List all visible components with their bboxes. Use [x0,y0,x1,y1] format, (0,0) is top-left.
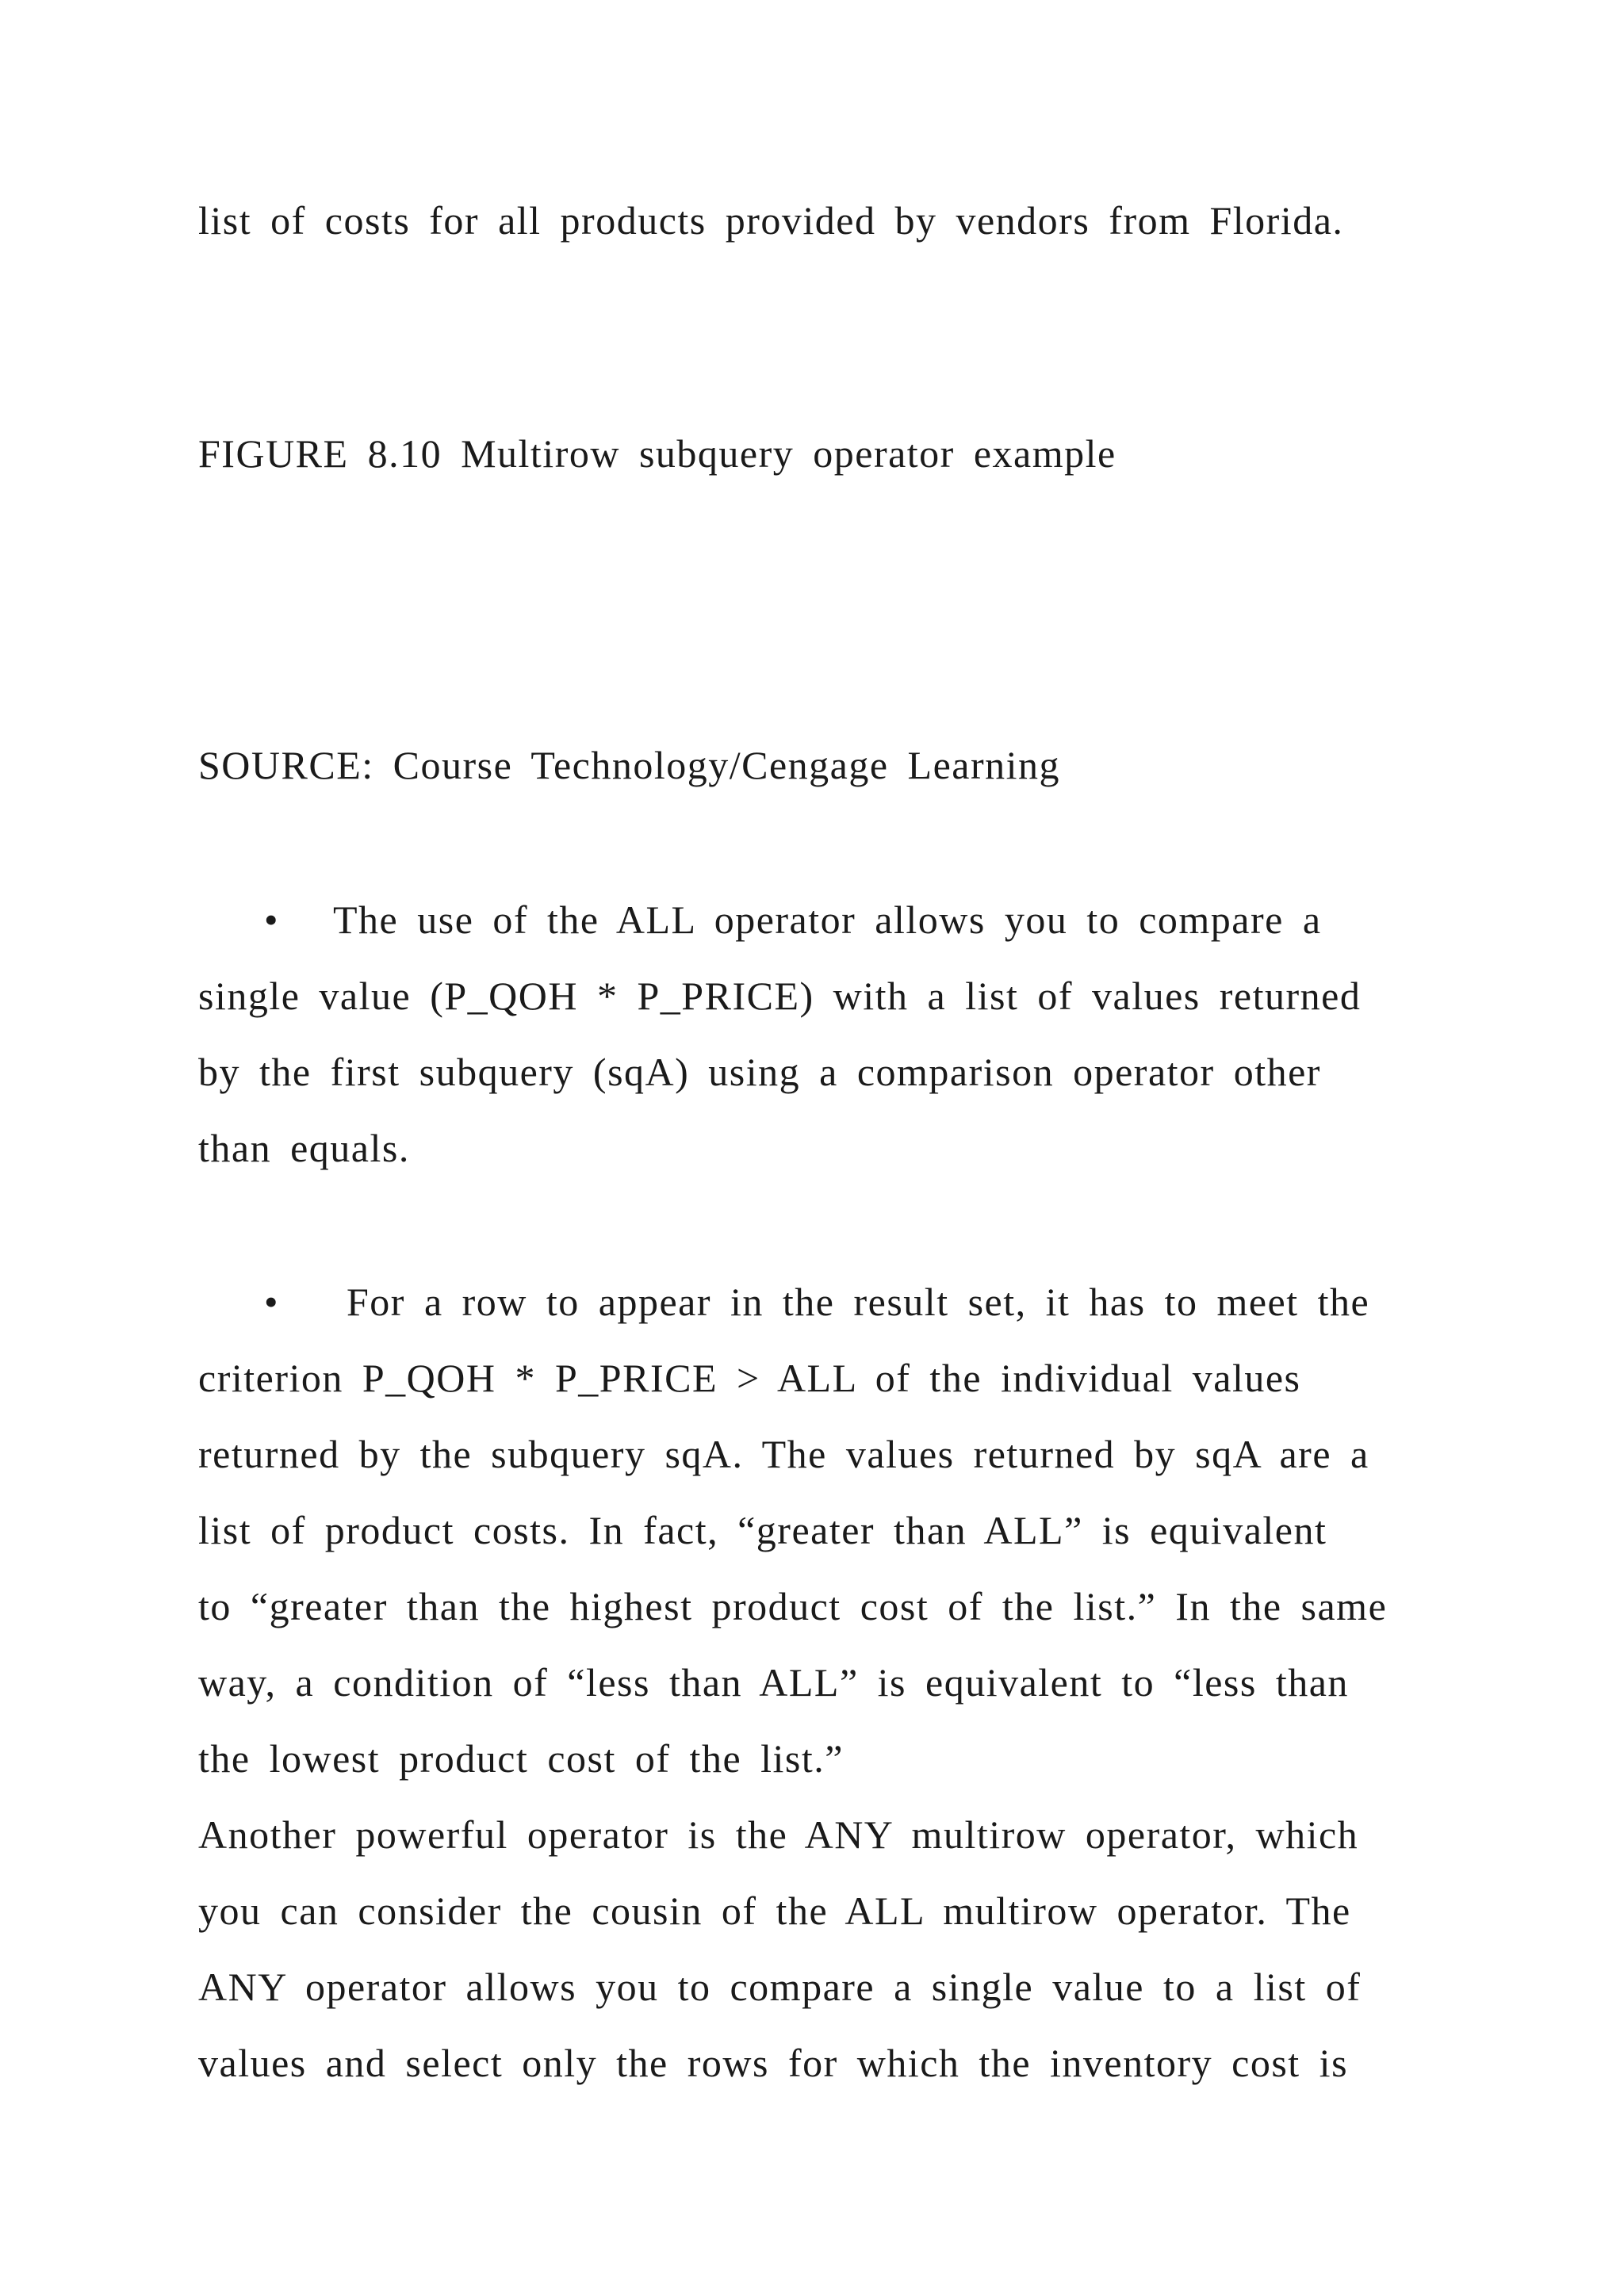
bullet-line: For a row to appear in the result set, it has to meet the [347,1280,1370,1324]
intro-line: list of costs for all products provided by vendors from Florida. [198,198,1344,243]
bullet-icon: • [264,897,278,942]
paragraph-line: ANY operator allows you to compare a single value to a list of [198,1965,1362,2009]
bullet-line: to “greater than the highest product cost of the list.” In the same [198,1584,1388,1628]
bullet-icon: • [264,1280,278,1324]
bullet-line: list of product costs. In fact, “greater than ALL” is equivalent [198,1508,1327,1552]
source-line: SOURCE: Course Technology/Cengage Learning [198,743,1061,787]
paragraph-line: values and select only the rows for which the inventory cost is [198,2041,1349,2085]
bullet-line: The use of the ALL operator allows you to compare a [333,897,1322,942]
bullet-line: by the first subquery (sqA) using a comparison operator other [198,1050,1321,1094]
paragraph-line: Another powerful operator is the ANY multirow operator, which [198,1812,1359,1857]
bullet-line: the lowest product cost of the list.” [198,1736,844,1781]
bullet-line: single value (P_QOH * P_PRICE) with a list of values returned [198,974,1362,1018]
figure-caption: FIGURE 8.10 Multirow subquery operator example [198,431,1116,476]
bullet-line: criterion P_QOH * P_PRICE > ALL of the individual values [198,1356,1301,1400]
bullet-line: returned by the subquery sqA. The values returned by sqA are a [198,1432,1369,1476]
bullet-line: way, a condition of “less than ALL” is equivalent to “less than [198,1660,1349,1705]
bullet-line: than equals. [198,1126,410,1170]
paragraph-line: you can consider the cousin of the ALL multirow operator. The [198,1888,1351,1933]
